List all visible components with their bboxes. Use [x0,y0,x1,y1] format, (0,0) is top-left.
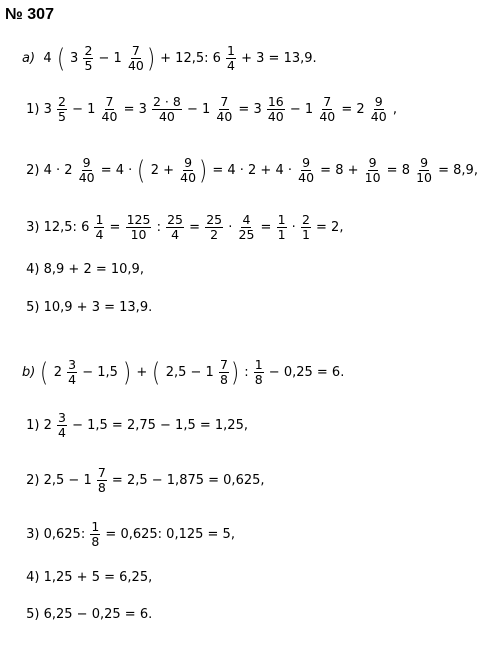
fraction-denominator: 8 [97,480,106,496]
fraction-denominator: 4 [227,58,235,74]
fraction-numerator: 9 [420,155,429,170]
fraction [215,95,233,125]
fraction-denominator: 1 [277,227,286,243]
math-text: = 3 [119,102,151,118]
fraction-numerator: 1 [227,43,235,58]
fraction [318,95,336,125]
fraction-numerator: 4 [242,212,251,227]
math-text: = 3 [234,102,266,118]
fraction [67,358,77,388]
parenthesis: ( [40,357,49,388]
fraction-numerator: 3 [68,357,77,372]
part-a-step-3 [22,213,348,243]
math-text: − 0,25 = 6. [264,365,349,381]
fraction [97,466,107,496]
problem-number: № 307 [5,6,54,23]
fraction [152,95,182,125]
fraction-denominator: 40 [101,109,118,125]
fraction-numerator: 9 [368,155,377,170]
parenthesis: ) [123,357,132,388]
fraction-denominator: 40 [267,109,284,125]
fraction [127,44,145,74]
fraction-denominator: 40 [127,58,144,74]
fraction-denominator: 40 [319,109,336,125]
fraction [415,156,433,186]
math-text: 4 [39,51,56,67]
math-text: 1) 3 [22,102,57,118]
fraction [90,520,100,550]
math-text: 2) 2,5 − 1 [22,473,96,489]
math-text: − 1 [67,102,100,118]
math-text: = 8 + [316,163,363,179]
fraction-denominator: 40 [158,109,175,125]
math-text: 3) 0,625: [22,527,90,543]
math-text: = 8 [382,163,415,179]
math-text: 4) 8,9 + 2 = 10,9, [22,262,149,277]
fraction-denominator: 40 [180,170,197,186]
fraction-numerator: 16 [267,94,284,109]
math-text: + [132,365,152,381]
math-text: 2,5 − 1 [161,365,218,381]
part-b-step-3 [22,520,239,550]
fraction [277,213,287,243]
math-text: 5) 6,25 − 0,25 = 6. [22,607,157,622]
math-text: = 8,9, [434,163,482,179]
part-b-step-1 [22,411,252,441]
math-text: 3 [65,51,83,67]
fraction-denominator: 4 [95,227,104,243]
math-text: 2 + [146,163,179,179]
fraction [226,44,236,74]
part-b-step-4 [22,570,156,585]
fraction-denominator: 8 [91,534,100,550]
fraction-denominator: 5 [58,109,66,125]
fraction [57,411,67,441]
part-b-label: b) [22,365,36,381]
fraction-numerator: 7 [220,94,229,109]
part-b-expression [39,358,348,388]
fraction [83,44,93,74]
fraction-denominator: 25 [238,227,255,243]
fraction [254,358,264,388]
fraction-denominator: 4 [58,425,66,441]
math-text: − 1,5 = 2,75 − 1,5 = 1,25, [67,418,253,434]
math-text: − 1 [182,102,215,118]
math-text: + 3 = 13,9. [237,51,321,67]
fraction [297,156,315,186]
fraction-numerator: 1 [277,212,286,227]
fraction-numerator: 25 [167,212,184,227]
fraction-denominator: 10 [130,227,147,243]
fraction-denominator: 4 [68,372,77,388]
fraction-denominator: 40 [78,170,95,186]
fraction-denominator: 4 [171,227,180,243]
fraction-denominator: 2 [210,227,219,243]
fraction-numerator: 7 [219,357,228,372]
math-text: : [152,220,166,236]
part-b-problem [22,358,348,388]
fraction-denominator: 5 [84,58,93,74]
parenthesis: ( [137,155,146,186]
part-a-step-4 [22,262,148,277]
fraction [57,95,67,125]
fraction-denominator: 40 [216,109,233,125]
part-b-step-2 [22,466,269,496]
fraction [364,156,382,186]
math-text: · [287,220,300,236]
fraction [267,95,285,125]
math-text: = [185,220,205,236]
part-a-expression [39,44,321,74]
part-a-problem [22,44,321,74]
fraction-numerator: 7 [105,94,114,109]
fraction-numerator: 9 [82,155,91,170]
parenthesis: ) [199,155,208,186]
fraction [238,213,256,243]
fraction [166,213,184,243]
fraction-numerator: 2 [84,43,93,58]
fraction-numerator: 1 [95,212,104,227]
math-text: 3) 12,5: 6 [22,220,94,236]
fraction [301,213,311,243]
math-text: 5) 10,9 + 3 = 13,9. [22,300,157,315]
fraction [219,358,229,388]
fraction [126,213,152,243]
fraction-denominator: 8 [219,372,228,388]
fraction-numerator: 7 [131,43,140,58]
math-text: − 1 [285,102,318,118]
math-text: = 4 · 2 + 4 · [208,163,297,179]
fraction-numerator: 1 [254,357,263,372]
fraction-numerator: 7 [97,465,106,480]
math-text: − 1 [94,51,126,67]
fraction-denominator: 10 [364,170,381,186]
part-a-step-2 [22,156,482,186]
fraction-numerator: 3 [58,410,66,425]
part-b-step-5 [22,607,156,622]
math-text: = [105,220,125,236]
math-text: 2) 4 · 2 [22,163,77,179]
parenthesis: ( [56,43,65,74]
math-text: 4) 1,25 + 5 = 6,25, [22,570,157,585]
part-a-step-5 [22,300,156,315]
math-text: = 2,5 − 1,875 = 0,625, [107,473,269,489]
math-text: = 2 [337,102,369,118]
fraction [179,156,197,186]
math-text: , [388,102,402,118]
fraction-numerator: 9 [302,155,311,170]
fraction-numerator: 9 [374,94,383,109]
parenthesis: ) [230,357,240,388]
fraction-numerator: 7 [323,94,332,109]
parenthesis: ) [146,43,155,74]
fraction [78,156,96,186]
math-text: − 1,5 [78,365,123,381]
fraction-denominator: 10 [416,170,432,186]
fraction-numerator: 25 [206,212,223,227]
math-text: 2 [49,365,67,381]
fraction-numerator: 9 [184,155,193,170]
fraction-numerator: 2 · 8 [153,94,181,109]
part-a-step-1 [22,95,401,125]
math-text: · [224,220,237,236]
fraction-denominator: 8 [254,372,263,388]
fraction-denominator: 1 [301,227,310,243]
fraction [101,95,119,125]
fraction-denominator: 40 [370,109,387,125]
fraction [205,213,223,243]
fraction [94,213,104,243]
math-text: + 12,5: 6 [156,51,226,67]
fraction-numerator: 2 [301,212,310,227]
math-text: = [256,220,276,236]
parenthesis: ( [152,357,161,388]
math-text: = 2, [311,220,348,236]
math-text: 1) 2 [22,418,57,434]
fraction-numerator: 1 [91,519,100,534]
fraction-denominator: 40 [298,170,315,186]
math-text: : [240,365,253,381]
math-text: = 0,625: 0,125 = 5, [101,527,240,543]
fraction-numerator: 2 [58,94,66,109]
math-text: = 4 · [96,163,137,179]
fraction [370,95,388,125]
part-a-label: a) [22,51,36,67]
fraction-numerator: 125 [126,212,151,227]
